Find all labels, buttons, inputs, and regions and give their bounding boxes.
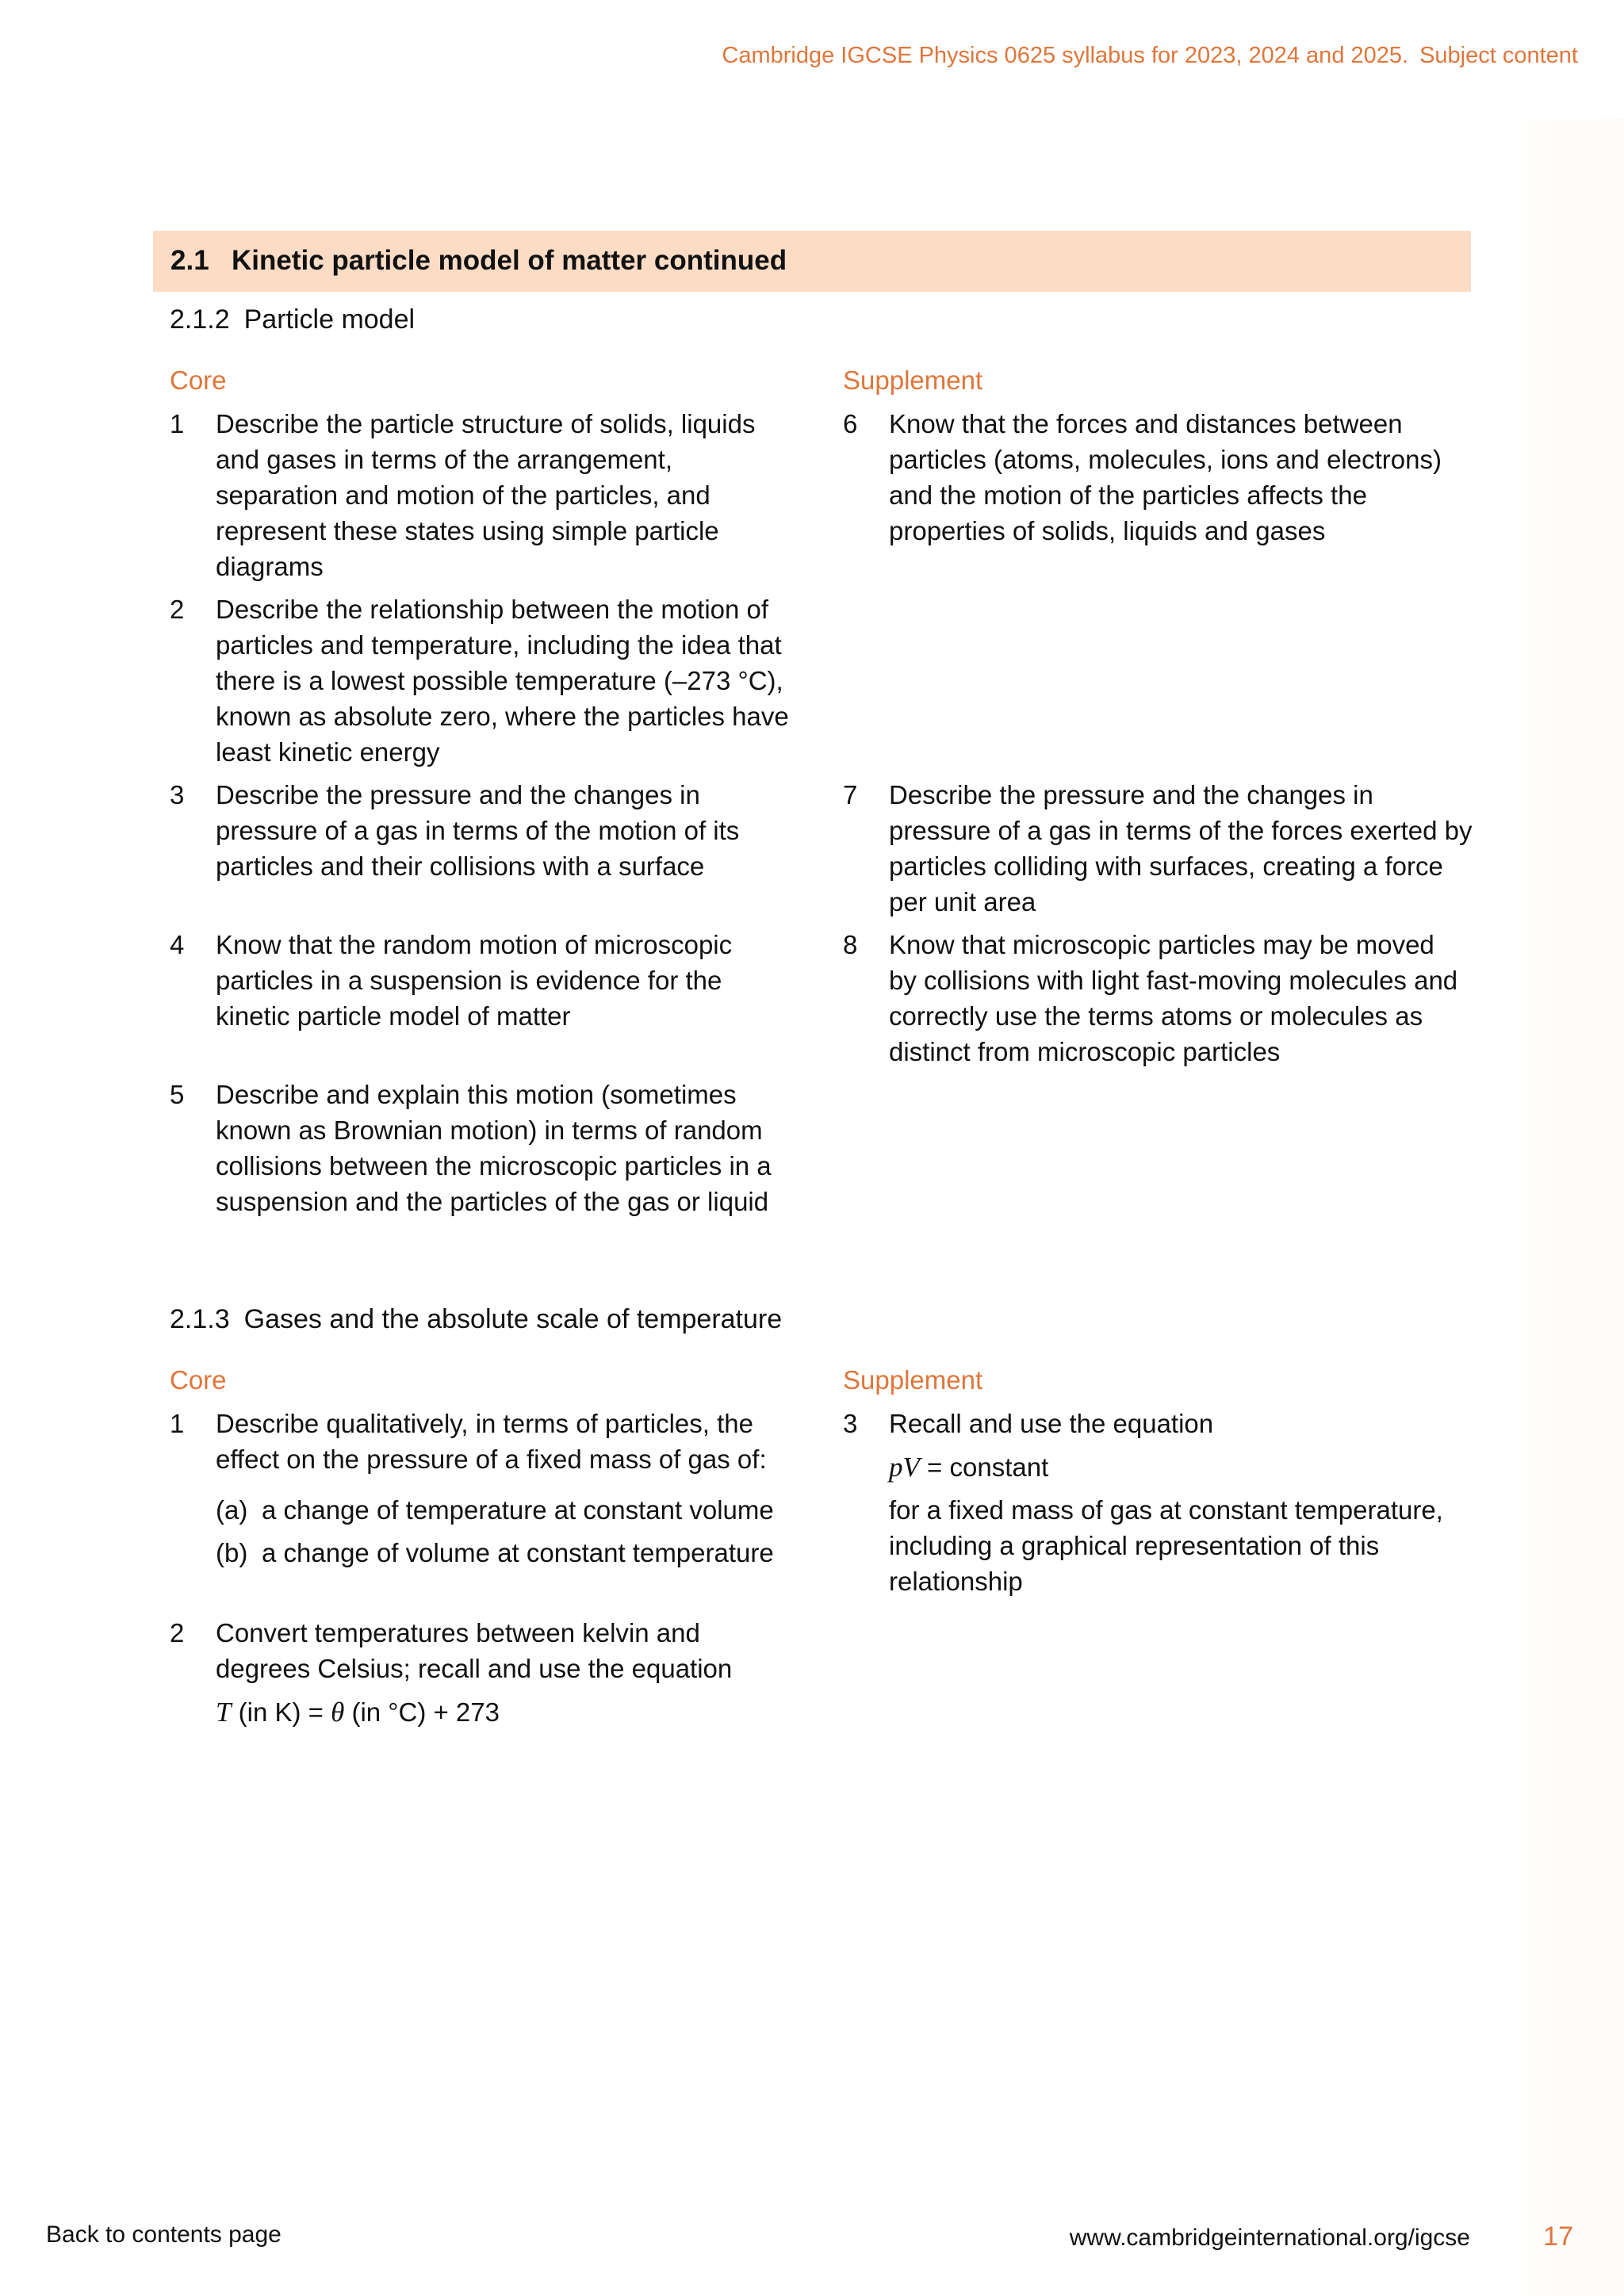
subsection-heading-particle-model <box>170 304 415 335</box>
item-number: 5 <box>170 1080 185 1109</box>
symbol-pV: pV <box>889 1452 920 1483</box>
running-head <box>722 43 1578 69</box>
gases-core-sub-item-a <box>216 1492 774 1528</box>
symbol-theta: θ <box>331 1697 345 1728</box>
item-text: for a fixed mass of gas at constant temperature, including a graphical representation of this relationship <box>889 1495 1443 1596</box>
item-text: Describe the pressure and the changes in pressure of a gas in terms of the motion of its particles and their collisions with a surface <box>216 780 740 881</box>
item-text: Describe the relationship between the motion of particles and temperature, including the idea that there is a lowest possible temperature (–273 °C), known as absolute zero, where the particles have least kinetic energy <box>216 595 789 767</box>
subsection-title: Particle model <box>243 304 416 335</box>
page-shade <box>1491 119 1624 2296</box>
item-text: Convert temperatures between kelvin and degrees Celsius; recall and use the equation <box>216 1618 733 1683</box>
core-label: Core <box>170 1365 227 1395</box>
page-number: 17 <box>1543 2221 1573 2252</box>
item-number: 2 <box>170 595 185 624</box>
subsection-number: 2.1.2 <box>170 304 230 335</box>
section-header-bar <box>153 231 1471 292</box>
subsection-heading-gases <box>170 1304 782 1335</box>
boyles-law-equation <box>889 1449 1048 1485</box>
item-number: 3 <box>170 780 185 809</box>
section-title: Kinetic particle model of matter continued <box>232 245 787 276</box>
gases-supplement-tail <box>889 1492 1460 1599</box>
item-number: 7 <box>843 780 858 809</box>
running-head-title: Cambridge IGCSE Physics 0625 syllabus for 2023, 2024 and 2025. <box>722 43 1409 68</box>
sub-item-text: a change of temperature at constant volume <box>262 1495 774 1525</box>
core-label: Core <box>170 365 227 395</box>
symbol-T: T <box>216 1697 232 1728</box>
running-head-section: Subject content <box>1419 43 1578 68</box>
section-number: 2.1 <box>170 245 209 276</box>
item-number: 2 <box>170 1618 185 1647</box>
item-text: Describe the particle structure of solids, liquids and gases in terms of the arrangement, separation and motion of the particles, and represent these states using simple particle diagrams <box>216 409 756 581</box>
item-text: Know that the forces and distances between particles (atoms, molecules, ions and electrons) and the motion of the particles affects the properties of solids, liquids and gases <box>889 409 1442 545</box>
item-number: 4 <box>170 930 185 959</box>
equation-part: (in K) = <box>231 1697 331 1727</box>
item-number: 3 <box>843 1409 858 1438</box>
item-number: 6 <box>843 409 858 438</box>
item-text: Know that microscopic particles may be moved by collisions with light fast-moving molecules and correctly use the terms atoms or molecules as distinct from microscopic particles <box>889 930 1458 1066</box>
item-text: Describe the pressure and the changes in pressure of a gas in terms of the forces exerted by particles colliding with surfaces, creating a force per unit area <box>889 780 1473 916</box>
back-to-contents-link[interactable]: Back to contents page <box>46 2221 282 2248</box>
equation-part: (in °C) + 273 <box>344 1697 500 1727</box>
supplement-label: Supplement <box>843 1365 983 1395</box>
item-number: 1 <box>170 409 185 438</box>
item-text: Know that the random motion of microscopic particles in a suspension is evidence for the kinetic particle model of matter <box>216 930 733 1031</box>
temperature-conversion-equation <box>216 1694 500 1730</box>
item-number: 8 <box>843 930 858 959</box>
supplement-label: Supplement <box>843 365 983 395</box>
item-text: Describe qualitatively, in terms of particles, the effect on the pressure of a fixed mass of gas of: <box>216 1409 767 1474</box>
item-number: 1 <box>170 1409 185 1438</box>
sub-item-text: a change of volume at constant temperature <box>262 1538 774 1567</box>
footer-url-link[interactable]: www.cambridgeinternational.org/igcse <box>1069 2225 1470 2251</box>
sub-item-label: (a) <box>216 1495 248 1525</box>
sub-item-label: (b) <box>216 1538 248 1567</box>
gases-core-sub-item-b <box>216 1535 774 1571</box>
equation-part: = constant <box>919 1452 1049 1482</box>
subsection-title: Gases and the absolute scale of temperature <box>243 1304 783 1334</box>
item-text: Describe and explain this motion (sometimes known as Brownian motion) in terms of random collisions between the microscopic particles in a suspension and the particles of the gas or liquid <box>216 1080 772 1216</box>
subsection-number: 2.1.3 <box>170 1304 230 1334</box>
item-text: Recall and use the equation <box>889 1409 1214 1438</box>
